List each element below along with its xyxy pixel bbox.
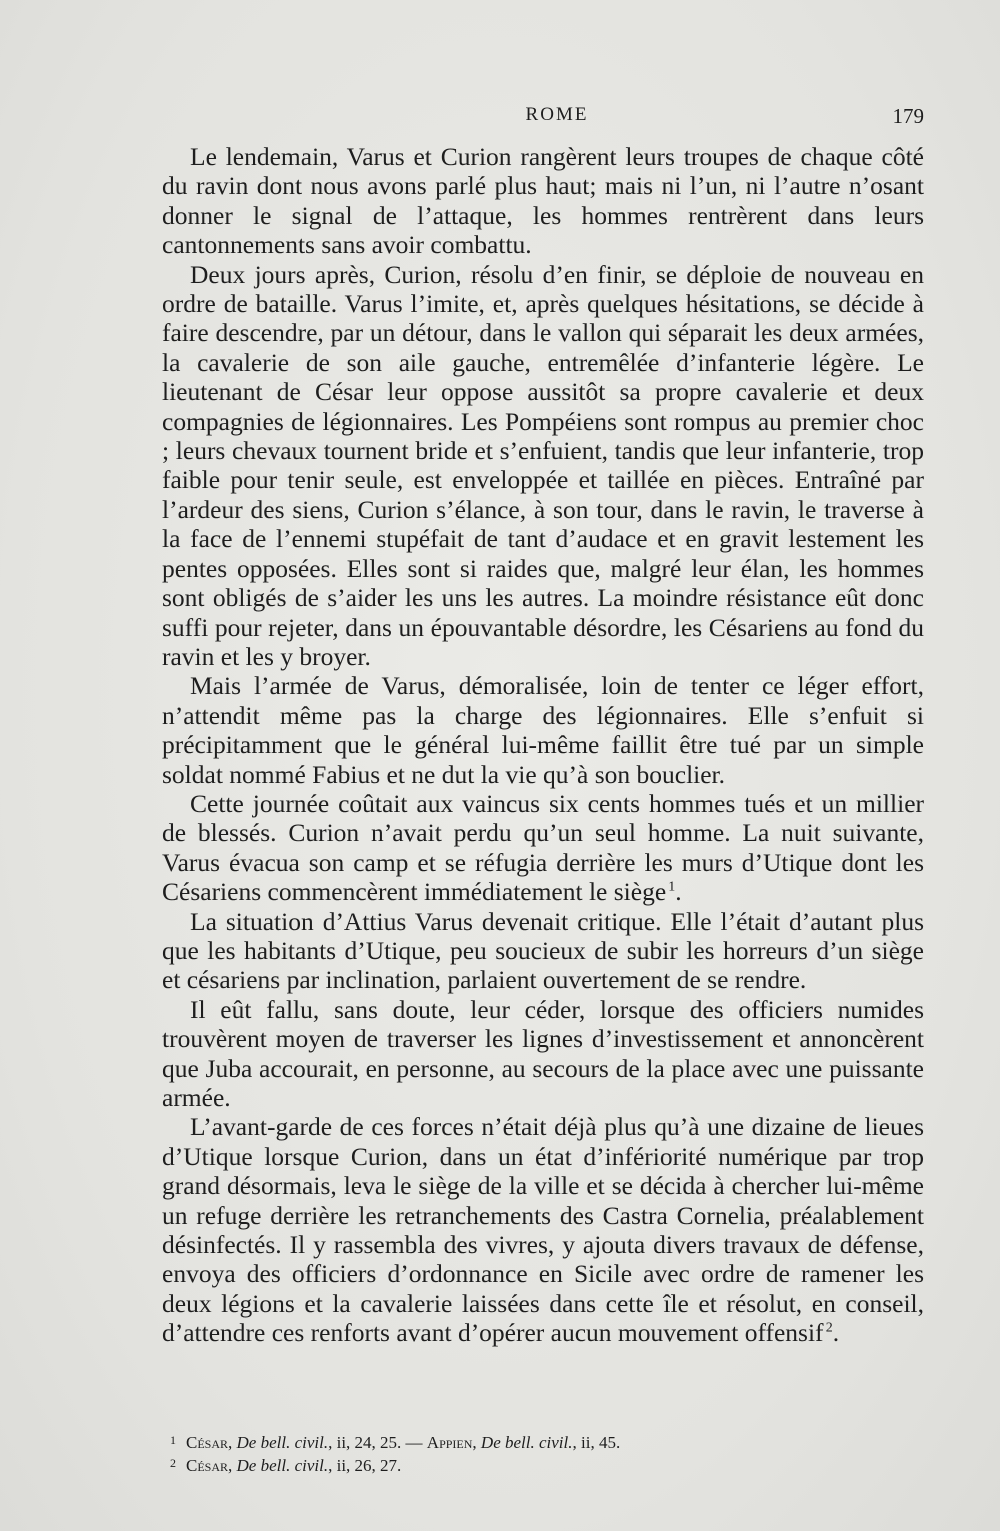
page-number: 179 <box>892 104 924 128</box>
paragraph-text: La situation d’Attius Varus devenait critique. Elle l’était d’autant plus que les habitants d’Utique, peu soucieux de subir les horreurs d’un siège et césariens par inclination, parlaient ouvertement de se rendre. <box>162 906 924 995</box>
paragraph-text: Mais l’armée de Varus, démoralisée, loin de tenter ce léger effort, n’attendit même pas la charge des légionnaires. Elle s’enfuit si précipitamment que le général lui-même faillit être tué par un simple soldat nommé Fabius et ne dut la vie qu’à son bouclier. <box>162 671 924 789</box>
footnotes <box>170 1430 910 1476</box>
paragraph-end: . <box>675 877 682 907</box>
footnote-work: De bell. civil. <box>236 1433 329 1452</box>
paragraph-1 <box>162 142 924 260</box>
footnote-separator: , <box>228 1456 237 1475</box>
running-title: ROME <box>525 104 589 125</box>
body-text <box>162 142 924 1348</box>
paragraph-7 <box>162 1112 924 1347</box>
footnote-author: César <box>186 1433 229 1452</box>
paragraph-text: Cette journée coûtait aux vaincus six cents hommes tués et un millier de blessés. Curion n’avait perdu qu’un seul homme. La nuit suivante, Varus évacua son camp et se réfugia derrière les murs d’Utique dont les Césariens commencèrent immédiatement le siège <box>162 788 924 907</box>
paragraph-4 <box>162 789 924 907</box>
footnote-reference[interactable]: 2 <box>825 1320 833 1336</box>
running-head <box>160 104 924 134</box>
paragraph-text: Deux jours après, Curion, résolu d’en finir, se déploie de nouveau en ordre de bataille. Varus l’imite, et, après quelques hésitations, se décide à faire descendre, par un détour, dans le vallon qui séparait les deux armées, la cavalerie de son aile gauche, entremêlée d’infanterie légère. Le lieutenant de César leur oppose aussitôt sa propre cavalerie et deux compagnies de légionnaires. Les Pompéiens sont rompus au premier choc ; leurs chevaux tournent bride et s’enfuient, tandis que leur infanterie, trop faible pour tenir seule, est enveloppée et taillée en pièces. Entraîné par l’ardeur des siens, Curion s’élance, à son tour, dans le ravin, le traverse à la face de l’ennemi stupéfait de tant d’audace et en gravit lestement les pentes opposées. Elles sont si raides que, malgré leur élan, les hommes sont obligés de s’aider les uns les autres. La moindre résistance eût donc suffi pour rejeter, dans un épouvantable désordre, les Césariens au fond du ravin et les y broyer. <box>162 259 924 671</box>
footnote-work: De bell. civil. <box>480 1433 573 1452</box>
footnote-mark: 1 <box>170 1433 176 1447</box>
footnote-mark: 2 <box>170 1456 176 1470</box>
paragraph-5 <box>162 907 924 995</box>
footnote-work: De bell. civil. <box>236 1456 329 1475</box>
footnote-reference-text: , ii, 26, 27. <box>328 1456 402 1475</box>
footnote-2 <box>170 1453 910 1476</box>
paragraph-text: Il eût fallu, sans doute, leur céder, lorsque des officiers numides trouvèrent moyen de traverser les lignes d’investissement et annoncèrent que Juba accourait, en personne, au secours de la place avec une puissante armée. <box>162 994 924 1112</box>
paragraph-text: L’avant-garde de ces forces n’était déjà plus qu’à une dizaine de lieues d’Utique lorsque Curion, dans un état d’infériorité numérique par trop grand désormais, leva le siège de la ville et se décida à chercher lui-même un refuge derrière les retranchements des Castra Cornelia, préalablement désinfectés. Il y rassembla des vivres, y ajouta divers travaux de défense, envoya des officiers d’ordonnance en Sicile avec ordre de ramener les deux légions et la cavalerie laissées dans cette île et résolut, en conseil, d’attendre ces renforts avant d’opérer aucun mouvement offensif <box>162 1112 924 1348</box>
footnote-author: Appien <box>426 1433 473 1452</box>
paragraph-2 <box>162 260 924 672</box>
footnote-reference-text: , ii, 24, 25. — <box>328 1433 427 1452</box>
footnote-author: César <box>186 1456 229 1475</box>
footnote-reference[interactable]: 1 <box>668 879 676 895</box>
footnote-1 <box>170 1430 910 1453</box>
paragraph-end: . <box>832 1318 840 1348</box>
footnote-reference-text: , ii, 45. <box>572 1433 621 1452</box>
paragraph-text: Le lendemain, Varus et Curion rangèrent leurs troupes de chaque côté du ravin dont nous avons parlé plus haut; mais ni l’un, ni l’autre n’osant donner le signal de l’attaque, les hommes rentrèrent dans leurs cantonnements sans avoir combattu. <box>162 142 924 260</box>
paragraph-3 <box>162 671 924 789</box>
footnote-separator: , <box>228 1433 237 1452</box>
footnote-separator: , <box>472 1433 481 1452</box>
paragraph-6 <box>162 995 924 1113</box>
